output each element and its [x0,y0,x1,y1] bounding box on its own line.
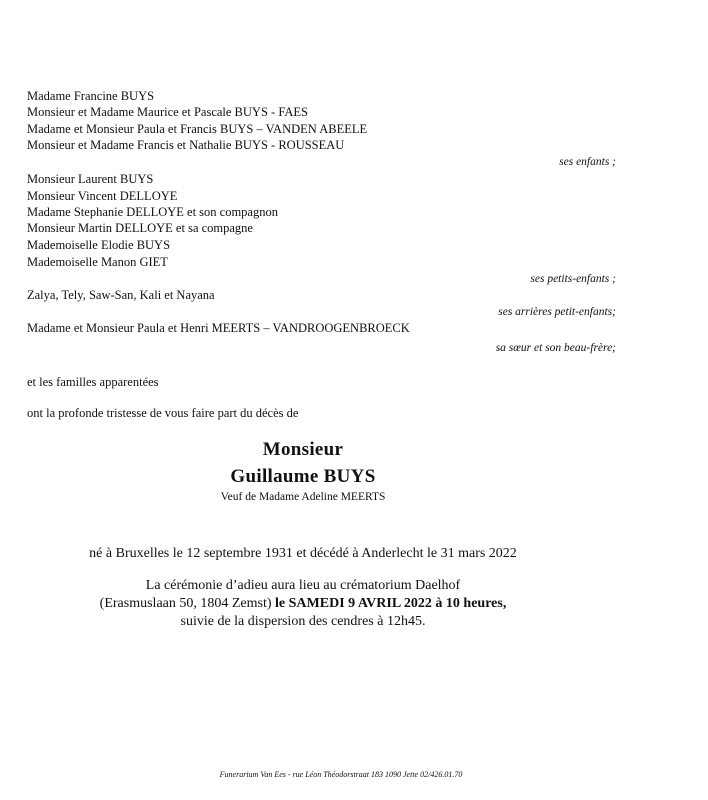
announcement-text: ont la profonde tristesse de vous faire part du décès de [27,406,299,420]
great-grandchildren: Zalya, Tely, Saw-San, Kali et Nayana [27,288,215,302]
footer-funeral-home: Funerarium Van Ees - rue Léon Théodorstraat 183 1090 Jette 02/426.01.70 [219,770,463,779]
family-member: Madame Stephanie DELLOYE et son compagnon [27,205,278,219]
family-member: Madame Francine BUYS [27,89,155,103]
ceremony-line2 [0,595,606,613]
deceased-title: Monsieur [262,439,344,460]
ceremony-location: (Erasmuslaan 50, 1804 Zemst) [99,596,276,611]
ceremony-line1: La cérémonie d’adieu aura lieu au crématorium Daelhof [145,578,461,593]
family-member: Monsieur Laurent BUYS [27,172,154,186]
family-member: Madame et Monsieur Paula et Francis BUYS – VANDEN ABEELE [27,122,368,136]
family-member: Monsieur Martin DELLOYE et sa compagne [27,221,253,235]
sibling: Madame et Monsieur Paula et Henri MEERTS – VANDROOGENBROECK [27,321,410,335]
grandchildren-label: ses petits-enfants ; [530,273,616,285]
ceremony-line3: suivie de la dispersion des cendres à 12h45. [180,614,426,629]
sibling-label: sa sœur et son beau-frère; [495,342,616,354]
children-label: ses enfants ; [559,156,616,168]
ceremony-date: le SAMEDI 9 AVRIL 2022 à 10 heures, [275,596,507,611]
family-member: Mademoiselle Manon GIET [27,255,168,269]
widower-text: Veuf de Madame Adeline MEERTS [220,491,386,503]
family-member: Monsieur et Madame Francis et Nathalie BUYS - ROUSSEAU [27,138,345,152]
deceased-name: Guillaume BUYS [230,466,376,487]
family-member: Mademoiselle Elodie BUYS [27,238,171,252]
families-text: et les familles apparentées [27,375,159,389]
family-member: Monsieur Vincent DELLOYE [27,189,178,203]
birth-death-text: né à Bruxelles le 12 septembre 1931 et décédé à Anderlecht le 31 mars 2022 [89,546,517,561]
family-member: Monsieur et Madame Maurice et Pascale BUYS - FAES [27,105,308,119]
great-grandchildren-label: ses arrières petit-enfants; [498,306,616,318]
